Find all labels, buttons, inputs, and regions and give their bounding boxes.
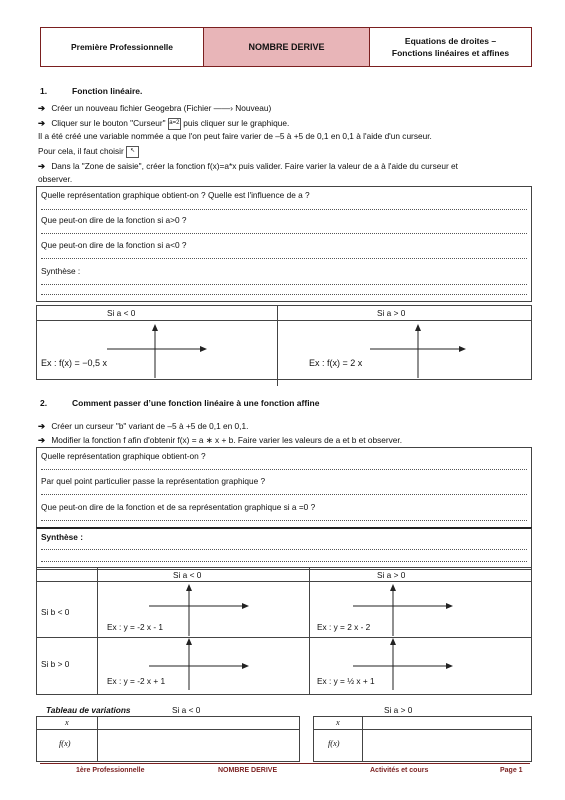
s1-line4 [38,146,139,158]
variations-neg-label: Si a < 0 [172,705,201,715]
divider [97,717,98,761]
s2-graph-table [36,567,532,695]
variations-table-neg [36,716,300,762]
s1-col-neg: Si a < 0 [107,308,136,318]
var-fx-label: f(x) [59,739,71,748]
answer-line[interactable] [41,233,527,234]
pointer-icon: ↖ [126,146,139,158]
s1-line6: observer. [38,174,73,184]
s2-question3: Que peut-on dire de la fonction et de sa représentation graphique si a =0 ? [41,502,316,512]
divider [277,306,278,386]
answer-line[interactable] [41,561,527,562]
s2-synthesis-box [36,527,532,570]
divider [37,320,531,321]
var-x-label: x [336,718,340,727]
divider [37,581,531,582]
section1-heading [40,86,142,96]
header-chapter: NOMBRE DERIVE [204,28,370,66]
s1-line1 [38,103,271,113]
s2-row-bpos: Si b > 0 [41,659,70,669]
s2-col-pos: Si a > 0 [377,570,406,580]
answer-line[interactable] [41,284,527,285]
s2-text1: Créer un curseur "b" variant de –5 à +5 de 0,1 en 0,1. [51,421,249,431]
s1-text2a: Cliquer sur le bouton "Curseur" [51,118,166,129]
s1-example-pos: Ex : f(x) = 2 x [309,358,363,368]
s2-example-11: Ex : y = -2 x - 1 [107,622,164,632]
header-topic [370,28,531,66]
s2-example-12: Ex : y = 2 x - 2 [317,622,371,632]
axes-graph [370,328,470,378]
divider [37,729,299,730]
page-header [40,27,532,67]
divider [314,729,531,730]
s2-line1 [38,421,248,431]
s2-example-21: Ex : y = -2 x + 1 [107,676,166,686]
var-x-label: x [65,718,69,727]
variations-title: Tableau de variations [46,705,131,715]
answer-line[interactable] [41,209,527,210]
slider-icon: a=2 [168,118,181,130]
divider [362,717,363,761]
arrow-icon: ➔ [38,435,45,445]
footer-level: 1ère Professionnelle [76,767,145,774]
arrow-icon: ➔ [38,103,45,113]
header-topic-line2: Fonctions linéaires et affines [391,48,510,58]
s1-text5: Dans la "Zone de saisie", créer la fonction f(x)=a*x puis valider. Faire varier la valeur de a à l'aide du curseur et [51,161,458,171]
s1-synthesis-label: Synthèse : [41,266,81,276]
s2-text2: Modifier la fonction f afin d'obtenir f(x) = a ∗ x + b. Faire varier les valeurs de a et b et observer. [51,435,403,445]
axes-graph [149,588,249,636]
section1-title: Fonction linéaire. [72,86,143,96]
s1-question-box [36,186,532,302]
s2-question-box [36,447,532,528]
arrow-icon: ➔ [38,421,45,431]
divider [309,568,310,694]
header-level: Première Professionnelle [41,28,204,66]
section2-number: 2. [40,398,48,408]
s1-line5 [38,161,458,171]
s1-text1: Créer un nouveau fichier Geogebra (Fichier ——› Nouveau) [51,103,272,113]
s2-synthesis-label: Synthèse : [41,532,83,542]
s1-line3: Il a été créé une variable nommée a que l'on peut faire varier de –5 à +5 de 0,1 en 0,1 à l'aide d'un curseur. [38,131,432,141]
variations-pos-label: Si a > 0 [384,705,413,715]
s1-example-neg: Ex : f(x) = −0,5 x [41,358,108,368]
section2-heading [40,398,319,408]
s2-question2: Par quel point particulier passe la représentation graphique ? [41,476,266,486]
divider [37,637,531,638]
s2-example-22: Ex : y = ½ x + 1 [317,676,375,686]
header-topic-line1: Equations de droites – [404,36,497,46]
footer-page: Page 1 [500,767,523,774]
answer-line[interactable] [41,549,527,550]
answer-line[interactable] [41,494,527,495]
answer-line[interactable] [41,520,527,521]
s2-line2 [38,435,402,445]
page-footer [40,763,530,774]
variations-table-pos [313,716,532,762]
s1-col-pos: Si a > 0 [377,308,406,318]
s1-graph-table [36,305,532,380]
divider [97,568,98,694]
s2-question1: Quelle représentation graphique obtient-on ? [41,451,206,461]
s1-line2 [38,118,289,130]
answer-line[interactable] [41,294,527,295]
s1-text2b: puis cliquer sur le graphique. [183,118,290,129]
s2-col-neg: Si a < 0 [173,570,202,580]
s1-question2: Que peut-on dire de la fonction si a>0 ? [41,215,187,225]
s2-row-bneg: Si b < 0 [41,607,70,617]
s1-question1: Quelle représentation graphique obtient-on ? Quelle est l'influence de a ? [41,190,310,200]
arrow-icon: ➔ [38,161,45,171]
section1-number: 1. [40,86,48,96]
answer-line[interactable] [41,469,527,470]
arrow-icon: ➔ [38,118,45,129]
s1-text4: Pour cela, il faut choisir [38,146,124,157]
section2-title: Comment passer d’une fonction linéaire à une fonction affine [72,398,320,408]
var-fx-label: f(x) [328,739,340,748]
footer-chapter: NOMBRE DERIVE [218,767,278,774]
axes-graph [107,328,207,378]
footer-type: Activités et cours [370,767,429,774]
answer-line[interactable] [41,258,527,259]
s1-question3: Que peut-on dire de la fonction si a<0 ? [41,240,187,250]
